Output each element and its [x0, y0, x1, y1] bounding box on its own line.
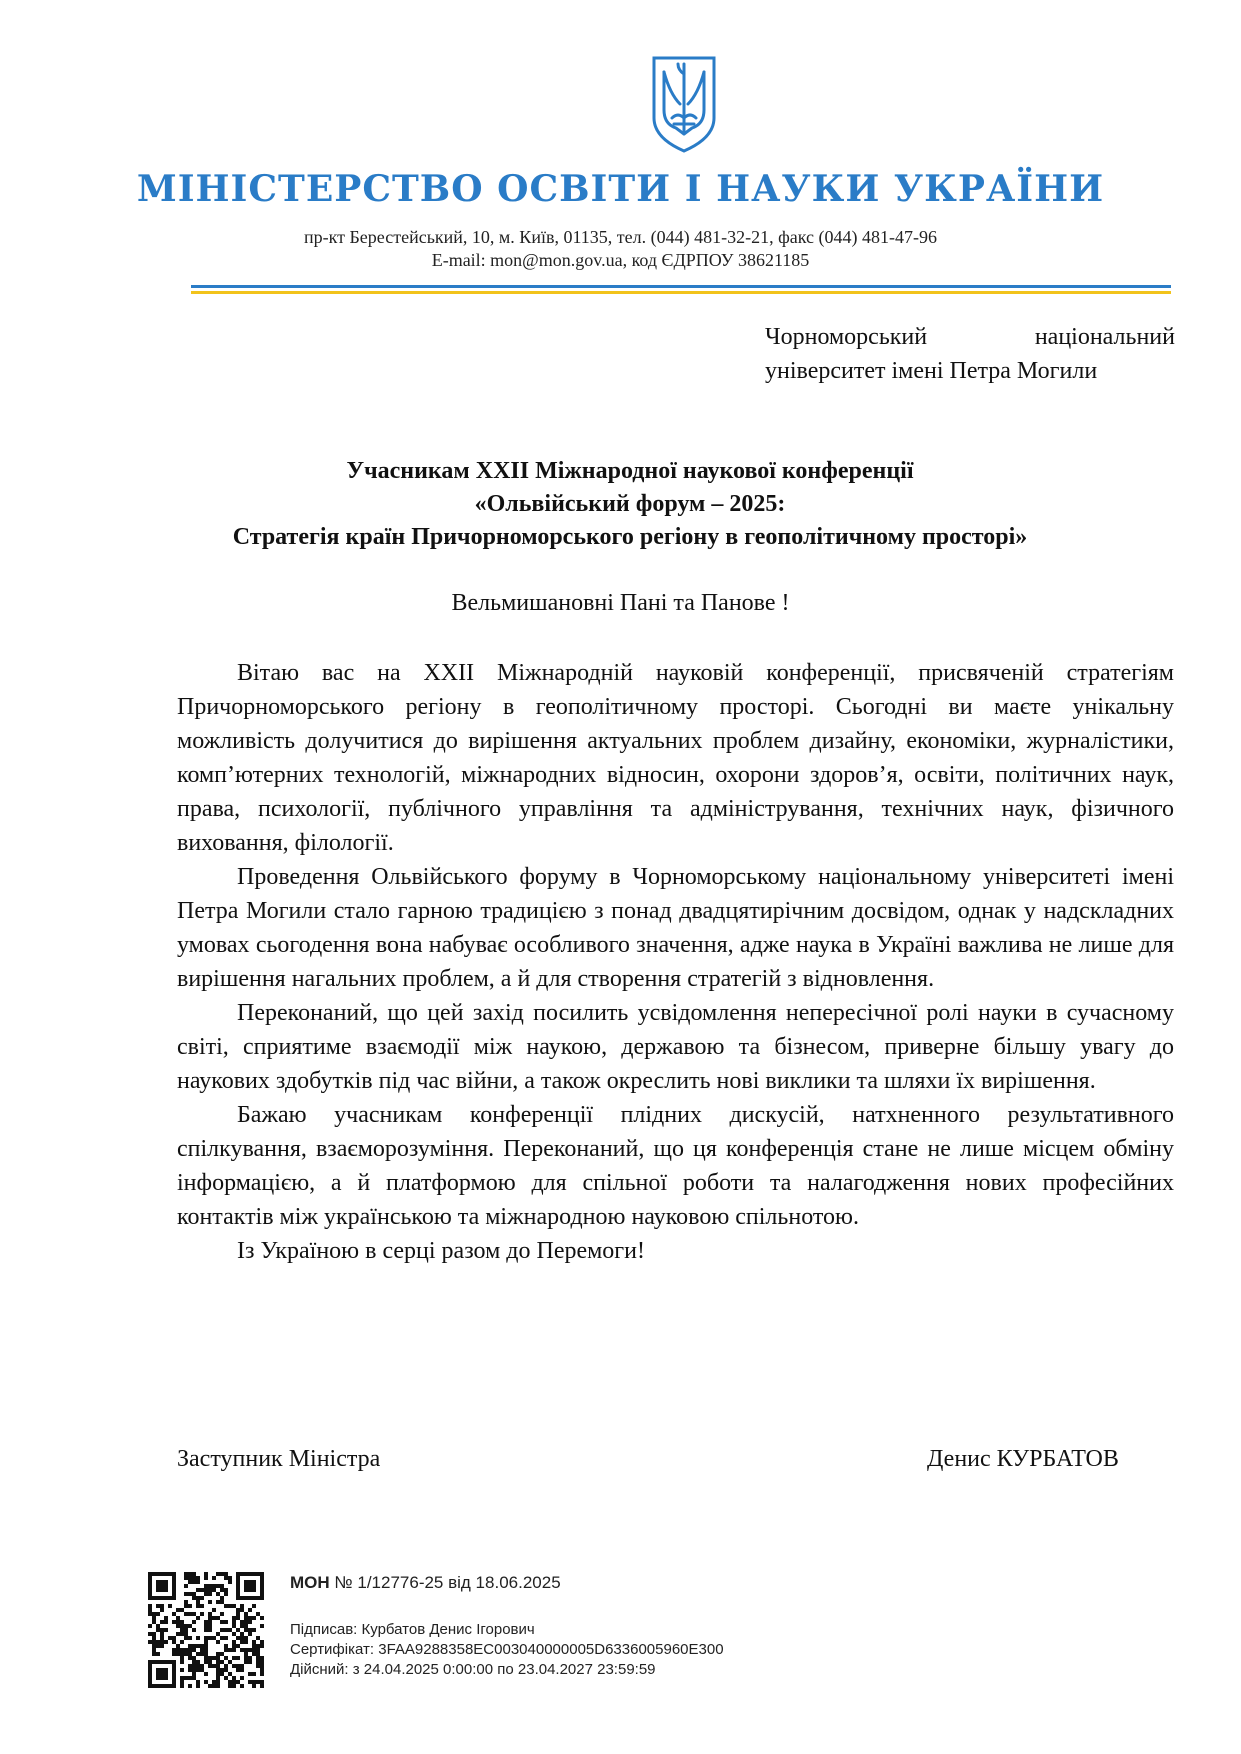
- body-paragraph: Переконаний, що цей захід посилить усвідомлення непересічної ролі науки в сучасному світі, сприятиме взаємодії між наукою, державою та бізнесом, приверне більшу увагу до наукових здобутків під час війни, а також окреслить нові виклики та шляхи їх вирішення.: [177, 1000, 1174, 1094]
- signatory-name: Денис КУРБАТОВ: [927, 1446, 1119, 1472]
- title-line: «Ольвійський форум – 2025:: [474, 491, 786, 517]
- address-line: пр-кт Берестейський, 10, м. Київ, 01135, тел. (044) 481-32-21, факс (044) 481-47-96: [303, 227, 938, 247]
- qr-code-icon: [148, 1572, 264, 1688]
- ministry-name: МІНІСТЕРСТВО ОСВІТИ І НАУКИ УКРАЇНИ: [136, 168, 1105, 210]
- signatory-position: Заступник Міністра: [177, 1446, 381, 1472]
- registration-text: № 1/12776-25 від 18.06.2025: [334, 1573, 561, 1592]
- body-paragraph: Із Україною в серці разом до Перемоги!: [237, 1238, 645, 1264]
- salutation: Вельмишановні Пані та Панове !: [451, 590, 790, 616]
- body-paragraph: Проведення Ольвійського форуму в Чорноморському національному університеті імені Петра Могили стало гарною традицією з понад двадцятирічним досвідом, однак у надскладних умовах сьогодення вона набуває особливого значення, адже наука в Україні важлива не лише для вирішення нагальних проблем, а й для створення стратегій з відновлення.: [177, 864, 1174, 992]
- letter-body: [177, 656, 1174, 1268]
- recipient-block: [765, 320, 1175, 388]
- certificate-line: Сертифікат: 3FAA9288358EC003040000005D6336005960E300: [290, 1641, 724, 1658]
- letter-title: [150, 455, 1110, 554]
- contact-line: E-mail: mon@mon.gov.ua, код ЄДРПОУ 38621185: [431, 250, 810, 270]
- registration-number: [290, 1573, 561, 1593]
- title-line: Стратегія країн Причорноморського регіону в геополітичному просторі»: [232, 524, 1028, 550]
- recipient-line: Чорноморський національний: [765, 324, 1175, 350]
- signer-line: Підписав: Курбатов Денис Ігорович: [290, 1621, 535, 1638]
- body-paragraph: Вітаю вас на XXII Міжнародній науковій конференції, присвяченій стратегіям Причорноморського регіону в геополітичному просторі. Сьогодні ви маєте унікальну можливість долучитися до вирішення актуальних проблем дизайну, економіки, журналістики, комп’ютерних технологій, міжнародних відносин, охорони здоров’я, освіти, політичних наук, права, психології, публічного управління та адміністрування, технічних наук, фізичного виховання, філології.: [177, 660, 1174, 856]
- header-rule-yellow: [191, 291, 1171, 294]
- body-paragraph: Бажаю учасникам конференції плідних дискусій, натхненного результативного спілкування, взаєморозуміння. Переконаний, що ця конференція стане не лише місцем обміну інформацією, а й платформою для спільної роботи та налагодження нових професійних контактів між українською та міжнародною науковою спільнотою.: [177, 1102, 1174, 1230]
- trident-coat-of-arms-icon: [650, 54, 718, 154]
- recipient-line: університет імені Петра Могили: [765, 358, 1098, 384]
- validity-line: Дійсний: з 24.04.2025 0:00:00 по 23.04.2027 23:59:59: [290, 1661, 656, 1678]
- header-rule-blue: [191, 285, 1171, 288]
- registration-org: МОН: [290, 1573, 330, 1592]
- title-line: Учасникам XXII Міжнародної наукової конференції: [346, 458, 914, 484]
